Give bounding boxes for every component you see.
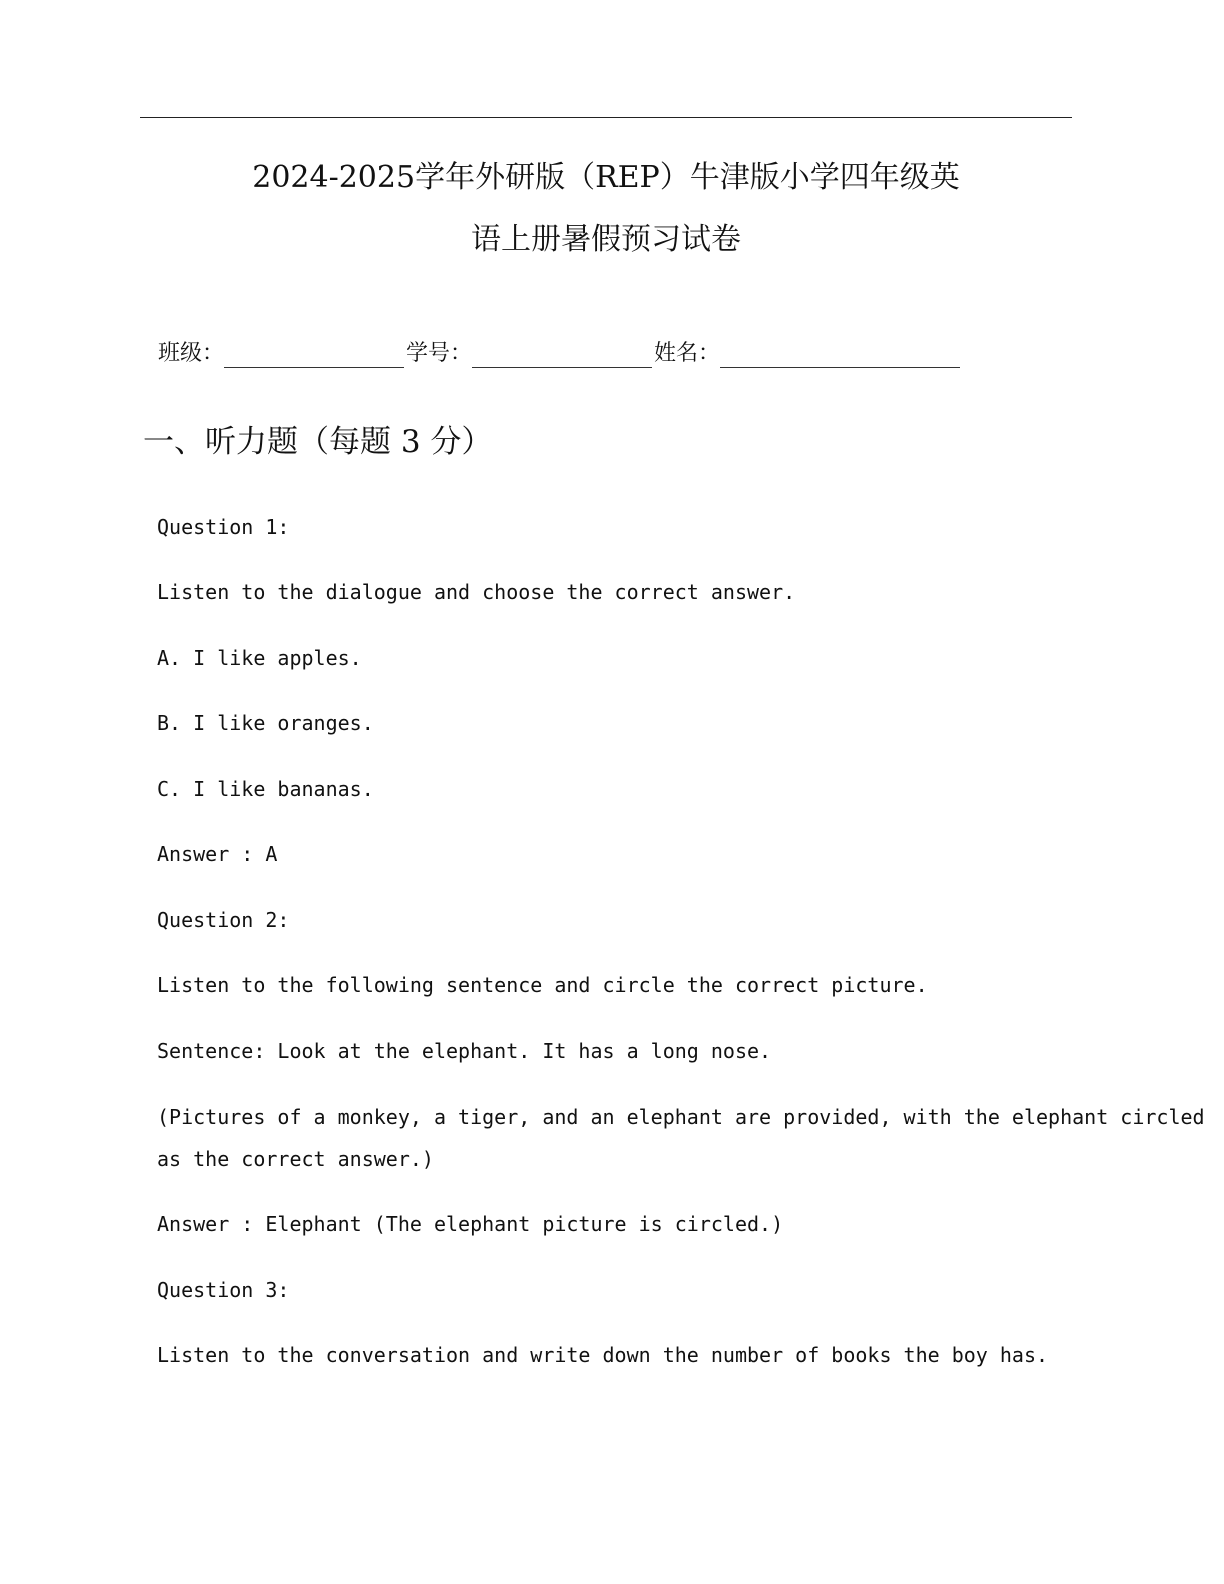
- document-title-line-2: 语上册暑假预习试卷: [471, 222, 741, 257]
- question-1-answer: Answer : A: [157, 842, 278, 866]
- question-1-option-b: B. I like oranges.: [157, 711, 374, 735]
- question-2-label: Question 2:: [157, 908, 290, 932]
- student-info-row: [158, 336, 960, 368]
- question-2-note: (Pictures of a monkey, a tiger, and an elephant are provided, with the elephant circled as the correct answer.): [157, 1105, 1205, 1171]
- question-1-option-c: C. I like bananas.: [157, 777, 374, 801]
- class-blank[interactable]: [224, 343, 404, 368]
- question-3-prompt: Listen to the conversation and write down the number of books the boy has.: [157, 1343, 1049, 1367]
- name-label: 姓名：: [654, 341, 721, 366]
- question-3-label: Question 3:: [157, 1278, 290, 1302]
- document-title-line-1: 2024-2025学年外研版（REP）牛津版小学四年级英: [252, 160, 960, 195]
- question-1-prompt: Listen to the dialogue and choose the correct answer.: [157, 580, 796, 604]
- student-number-label: 学号：: [406, 341, 473, 366]
- header-rule: [140, 117, 1072, 118]
- question-1-option-a: A. I like apples.: [157, 646, 362, 670]
- question-2-sentence: Sentence: Look at the elephant. It has a long nose.: [157, 1039, 772, 1063]
- name-blank[interactable]: [720, 343, 960, 368]
- student-number-blank[interactable]: [472, 343, 652, 368]
- question-2-prompt: Listen to the following sentence and circle the correct picture.: [157, 973, 928, 997]
- question-1-label: Question 1:: [157, 515, 290, 539]
- question-2-answer: Answer : Elephant (The elephant picture is circled.): [157, 1212, 784, 1236]
- class-label: 班级：: [158, 341, 225, 366]
- section-heading-listening: 一、听力题（每题 3 分）: [143, 424, 493, 460]
